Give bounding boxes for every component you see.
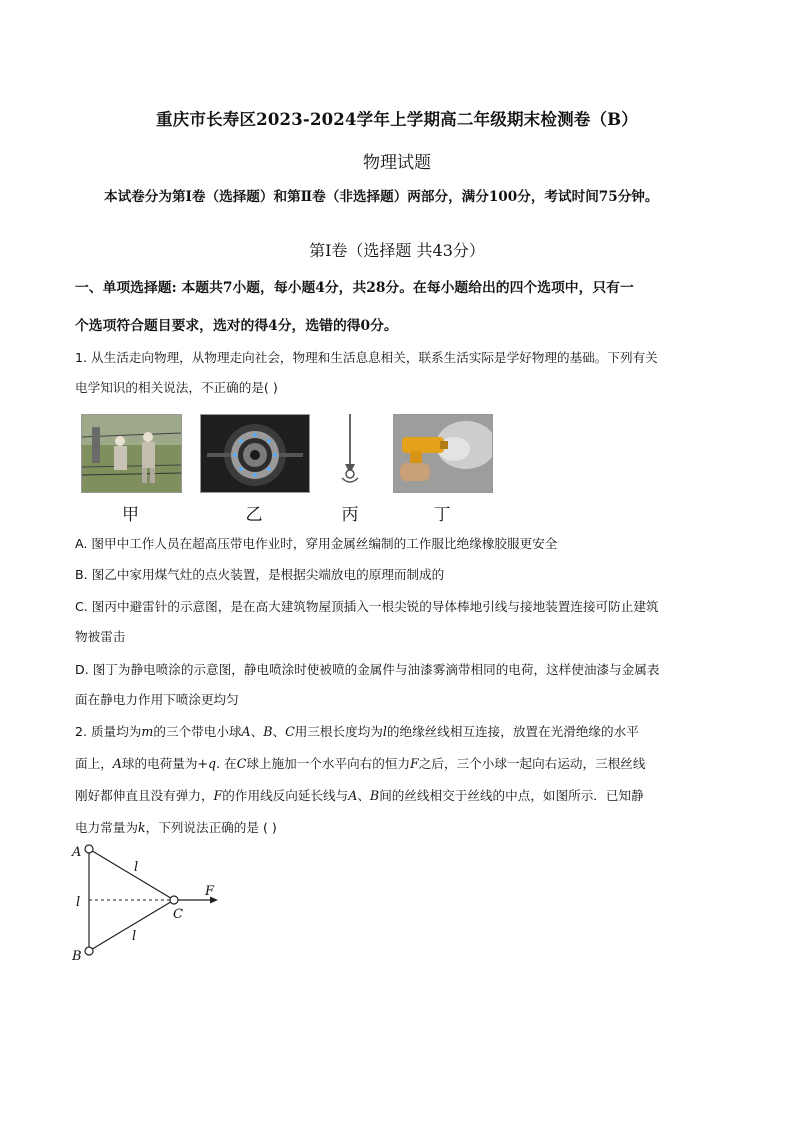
photo-high-voltage-workers [81, 414, 182, 493]
q1-option-d-line2: 面在静电力作用下喷涂更均匀 [75, 692, 239, 707]
q1-stem-line1: 1. 从生活走向物理，从物理走向社会，物理和生活息息相关，联系生活实际是学好物理的基础。下列有关 [75, 350, 658, 365]
q2-stem-line3: 刚好都伸直且没有弹力，F的作用线反向延长线与A、B间的丝线相交于丝线的中点，如图所示．已知静 [75, 788, 644, 803]
q2-stem-line1: 2. 质量均为m的三个带电小球A、B、C用三根长度均为l的绝缘丝线相互连接，放置在光滑绝缘的水平 [75, 724, 639, 739]
photo-spray-gun [393, 414, 493, 493]
part1-heading-line2: 个选项符合题目要求，选对的得4分，选错的得0分。 [75, 318, 398, 334]
q1-stem-line2: 电学知识的相关说法，不正确的是( ) [75, 380, 278, 395]
caption-bing: 丙 [341, 505, 359, 525]
label-l-left: l [76, 895, 81, 910]
q1-option-d-line1: D. 图丁为静电喷涂的示意图，静电喷涂时使被喷的金属件与油漆雾滴带相同的电荷，这样使油漆与金属表 [75, 662, 660, 677]
photo-gas-stove [200, 414, 310, 493]
label-b: B [72, 949, 82, 964]
q1-option-c-line2: 物被雷击 [75, 629, 126, 644]
label-a: A [72, 845, 82, 860]
exam-subtitle: 物理试题 [363, 153, 431, 173]
q1-option-b: B. 图乙中家用煤气灶的点火装置，是根据尖端放电的原理而制成的 [75, 567, 445, 582]
ball-c [170, 896, 178, 904]
caption-jia: 甲 [122, 505, 139, 525]
ball-a [85, 845, 93, 853]
exam-title: 重庆市长寿区2023-2024学年上学期高二年级期末检测卷（B） [155, 110, 639, 129]
caption-yi: 乙 [245, 505, 263, 525]
section-title: 第Ⅰ卷（选择题 共43分） [309, 241, 485, 260]
caption-ding: 丁 [433, 505, 451, 525]
label-c: C [173, 907, 183, 922]
ball-b [85, 947, 93, 955]
line-ac [89, 849, 174, 900]
label-l-bottom: l [132, 929, 137, 944]
q2-triangle-figure [66, 838, 230, 970]
q1-option-c-line1: C. 图丙中避雷针的示意图，是在高大建筑物屋顶插入一根尖锐的导体棒地引线与接地装置连接可防止建筑 [75, 599, 659, 614]
q2-stem-line2: 面上，A球的电荷量为+q. 在C球上施加一个水平向右的恒力F之后，三个小球一起向右运动，三根丝线 [75, 756, 646, 771]
label-l-top: l [134, 860, 139, 875]
lightning-rod-diagram [335, 412, 365, 494]
q2-stem-line4: 电力常量为k，下列说法正确的是 ( ) [75, 820, 277, 835]
part1-heading-line1: 一、单项选择题: 本题共7小题，每小题4分，共28分。在每小题给出的四个选项中，只有一 [75, 280, 634, 296]
label-f: F [205, 884, 215, 899]
exam-intro: 本试卷分为第Ⅰ卷（选择题）和第Ⅱ卷（非选择题）两部分，满分100分，考试时间75分钟。 [104, 189, 659, 205]
q1-option-a: A. 图甲中工作人员在超高压带电作业时，穿用金属丝编制的工作服比绝缘橡胶服更安全 [75, 536, 558, 551]
